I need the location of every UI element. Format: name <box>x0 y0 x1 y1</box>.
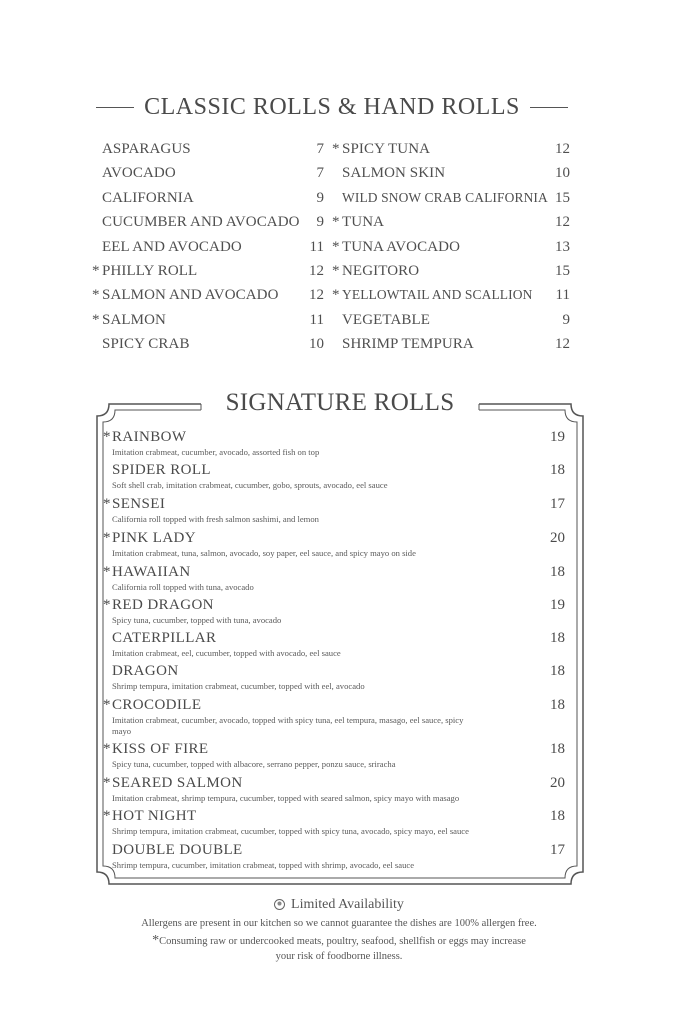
allergen-notice: Allergens are present in our kitchen so we cannot guarantee the dishes are 100% allergen free. <box>141 918 537 929</box>
item-price: 18 <box>550 741 565 757</box>
signature-roll-row <box>103 462 565 479</box>
raw-indicator: * <box>103 429 111 445</box>
classic-roll-item <box>92 165 324 189</box>
item-name: PINK LADY <box>112 530 197 546</box>
item-description: Imitation crabmeat, tuna, salmon, avocado, soy paper, eel sauce, and spicy mayo on side <box>112 548 416 558</box>
item-description: Imitation crabmeat, cucumber, avocado, assorted fish on top <box>112 447 320 457</box>
item-name: VEGETABLE <box>342 311 431 328</box>
classic-roll-item <box>92 263 324 287</box>
item-name: AVOCADO <box>102 165 176 182</box>
signature-rolls-title: SIGNATURE ROLLS <box>225 389 455 416</box>
item-name: SALMON <box>102 311 166 328</box>
item-price: 7 <box>316 141 324 157</box>
item-price: 18 <box>550 564 565 580</box>
raw-indicator: * <box>103 597 111 613</box>
item-name: YELLOWTAIL AND SCALLION <box>342 287 533 303</box>
item-price: 10 <box>309 336 324 353</box>
raw-indicator: * <box>332 214 340 231</box>
raw-indicator: * <box>92 262 100 279</box>
signature-roll-row <box>103 429 565 446</box>
raw-indicator: * <box>332 141 340 157</box>
classic-roll-item <box>92 336 324 360</box>
classic-roll-item <box>332 214 570 238</box>
item-name: WILD SNOW CRAB CALIFORNIA <box>342 189 548 205</box>
item-name: CATERPILLAR <box>112 630 217 646</box>
classic-roll-item <box>332 141 570 165</box>
classic-roll-item <box>92 214 324 238</box>
classic-roll-item <box>92 287 324 311</box>
item-name: TUNA AVOCADO <box>342 238 461 255</box>
item-price: 11 <box>309 238 324 255</box>
item-name: SENSEI <box>112 496 166 512</box>
item-price: 19 <box>550 597 565 613</box>
raw-food-star: * <box>152 933 160 948</box>
menu-footer <box>0 897 678 964</box>
raw-indicator: * <box>103 741 111 757</box>
item-name: NEGITORO <box>342 262 420 279</box>
item-description: Shrimp tempura, imitation crabmeat, cucumber, topped with spicy tuna, avocado, spicy mayo, eel sauce <box>112 826 469 836</box>
classic-rolls-left-column <box>92 141 324 361</box>
signature-roll-item <box>103 663 565 692</box>
item-price: 20 <box>550 530 565 546</box>
signature-roll-row <box>103 597 565 614</box>
item-price: 9 <box>316 214 324 231</box>
classic-roll-item <box>332 312 570 336</box>
item-price: 12 <box>309 287 324 304</box>
item-price: 17 <box>550 842 565 858</box>
header-rule-left <box>96 107 134 108</box>
item-name: DOUBLE DOUBLE <box>112 842 243 858</box>
item-price: 18 <box>550 630 565 646</box>
item-price: 18 <box>550 808 565 824</box>
item-name: CROCODILE <box>112 697 202 713</box>
raw-indicator: * <box>103 496 111 512</box>
signature-roll-row <box>103 564 565 581</box>
item-name: RAINBOW <box>112 429 187 445</box>
item-price: 13 <box>555 238 570 255</box>
signature-roll-item <box>103 697 565 736</box>
item-name: CALIFORNIA <box>102 189 194 206</box>
item-description: California roll topped with fresh salmon sashimi, and lemon <box>112 514 319 524</box>
signature-roll-item <box>103 842 565 871</box>
classic-roll-item <box>332 287 570 311</box>
limited-availability-note <box>0 897 678 913</box>
raw-indicator: * <box>103 697 111 713</box>
classic-roll-item <box>332 336 570 360</box>
signature-roll-item <box>103 808 565 837</box>
signature-roll-item <box>103 597 565 626</box>
item-name: SPICY TUNA <box>342 141 431 157</box>
signature-roll-row <box>103 530 565 547</box>
classic-rolls-right-column <box>332 141 570 361</box>
raw-indicator: * <box>332 238 340 255</box>
item-name: RED DRAGON <box>112 597 214 613</box>
limited-availability-icon <box>274 899 285 910</box>
item-name: SEARED SALMON <box>112 775 243 791</box>
classic-rolls-header <box>96 90 568 124</box>
header-rule-right <box>530 107 568 108</box>
raw-food-warning-line1: Consuming raw or undercooked meats, poultry, seafood, shellfish or eggs may increase <box>159 936 526 947</box>
item-price: 10 <box>555 165 570 182</box>
classic-roll-item <box>332 263 570 287</box>
item-description: California roll topped with tuna, avocado <box>112 582 254 592</box>
item-price: 15 <box>555 262 570 279</box>
classic-roll-item <box>92 239 324 263</box>
item-description: Imitation crabmeat, cucumber, avocado, topped with spicy tuna, eel tempura, masago, eel sauce, spicy mayo <box>112 715 464 736</box>
item-description: Spicy tuna, cucumber, topped with albacore, serrano pepper, ponzu sauce, sriracha <box>112 759 396 769</box>
item-name: CUCUMBER AND AVOCADO <box>102 214 300 231</box>
raw-food-warning <box>0 933 678 964</box>
signature-roll-item <box>103 775 565 804</box>
classic-rolls-title: CLASSIC ROLLS & HAND ROLLS <box>144 93 520 120</box>
raw-food-warning-line2: your risk of foodborne illness. <box>275 951 403 962</box>
item-price: 12 <box>309 262 324 279</box>
item-price: 12 <box>555 336 570 353</box>
raw-indicator: * <box>103 775 111 791</box>
item-description: Imitation crabmeat, eel, cucumber, topped with avocado, eel sauce <box>112 648 341 658</box>
classic-roll-item <box>332 239 570 263</box>
item-price: 19 <box>550 429 565 445</box>
item-description: Shrimp tempura, cucumber, imitation crabmeat, topped with shrimp, avocado, eel sauce <box>112 860 415 870</box>
item-price: 18 <box>550 462 565 478</box>
item-price: 18 <box>550 663 565 679</box>
item-name: SPIDER ROLL <box>112 462 211 478</box>
item-description: Soft shell crab, imitation crabmeat, cucumber, gobo, sprouts, avocado, eel sauce <box>112 480 388 490</box>
item-price: 9 <box>316 189 324 206</box>
item-price: 12 <box>555 214 570 231</box>
item-name: SALMON AND AVOCADO <box>102 287 279 304</box>
raw-indicator: * <box>332 287 340 304</box>
signature-roll-row <box>103 663 565 680</box>
classic-roll-item <box>332 165 570 189</box>
raw-indicator: * <box>103 530 111 546</box>
item-description: Shrimp tempura, imitation crabmeat, cucumber, topped with eel, avocado <box>112 681 365 691</box>
raw-indicator: * <box>103 564 111 580</box>
item-name: DRAGON <box>112 663 179 679</box>
item-name: KISS OF FIRE <box>112 741 209 757</box>
classic-roll-item <box>92 190 324 214</box>
item-price: 12 <box>555 141 570 157</box>
item-name: PHILLY ROLL <box>102 262 198 279</box>
signature-roll-item <box>103 741 565 770</box>
item-price: 15 <box>555 189 570 206</box>
raw-indicator: * <box>92 287 100 304</box>
item-name: SPICY CRAB <box>102 336 190 353</box>
limited-availability-label: Limited Availability <box>291 897 404 912</box>
item-name: EEL AND AVOCADO <box>102 238 242 255</box>
signature-roll-row <box>103 808 565 825</box>
raw-indicator: * <box>92 311 100 328</box>
signature-roll-row <box>103 775 565 792</box>
signature-roll-item <box>103 496 565 525</box>
signature-roll-row <box>103 741 565 758</box>
item-name: HAWAIIAN <box>112 564 191 580</box>
item-price: 9 <box>562 311 570 328</box>
raw-indicator: * <box>332 262 340 279</box>
item-description: Spicy tuna, cucumber, topped with tuna, avocado <box>112 615 282 625</box>
item-price: 7 <box>316 165 324 182</box>
item-name: TUNA <box>342 214 385 231</box>
classic-roll-item <box>92 141 324 165</box>
item-price: 11 <box>555 287 570 304</box>
item-name: ASPARAGUS <box>102 141 191 157</box>
item-name: SALMON SKIN <box>342 165 446 182</box>
signature-roll-item <box>103 564 565 593</box>
classic-roll-item <box>92 312 324 336</box>
item-price: 17 <box>550 496 565 512</box>
item-name: HOT NIGHT <box>112 808 197 824</box>
item-price: 20 <box>550 775 565 791</box>
classic-roll-item <box>332 190 570 214</box>
item-price: 18 <box>550 697 565 713</box>
signature-roll-item <box>103 630 565 659</box>
item-name: SHRIMP TEMPURA <box>342 336 474 353</box>
signature-roll-row <box>103 630 565 647</box>
signature-roll-row <box>103 697 565 714</box>
signature-roll-item <box>103 530 565 559</box>
signature-roll-row <box>103 842 565 859</box>
signature-roll-item <box>103 429 565 458</box>
signature-roll-item <box>103 462 565 491</box>
raw-indicator: * <box>103 808 111 824</box>
signature-roll-row <box>103 496 565 513</box>
item-description: Imitation crabmeat, shrimp tempura, cucumber, topped with seared salmon, spicy mayo with masago <box>112 793 460 803</box>
item-price: 11 <box>309 311 324 328</box>
